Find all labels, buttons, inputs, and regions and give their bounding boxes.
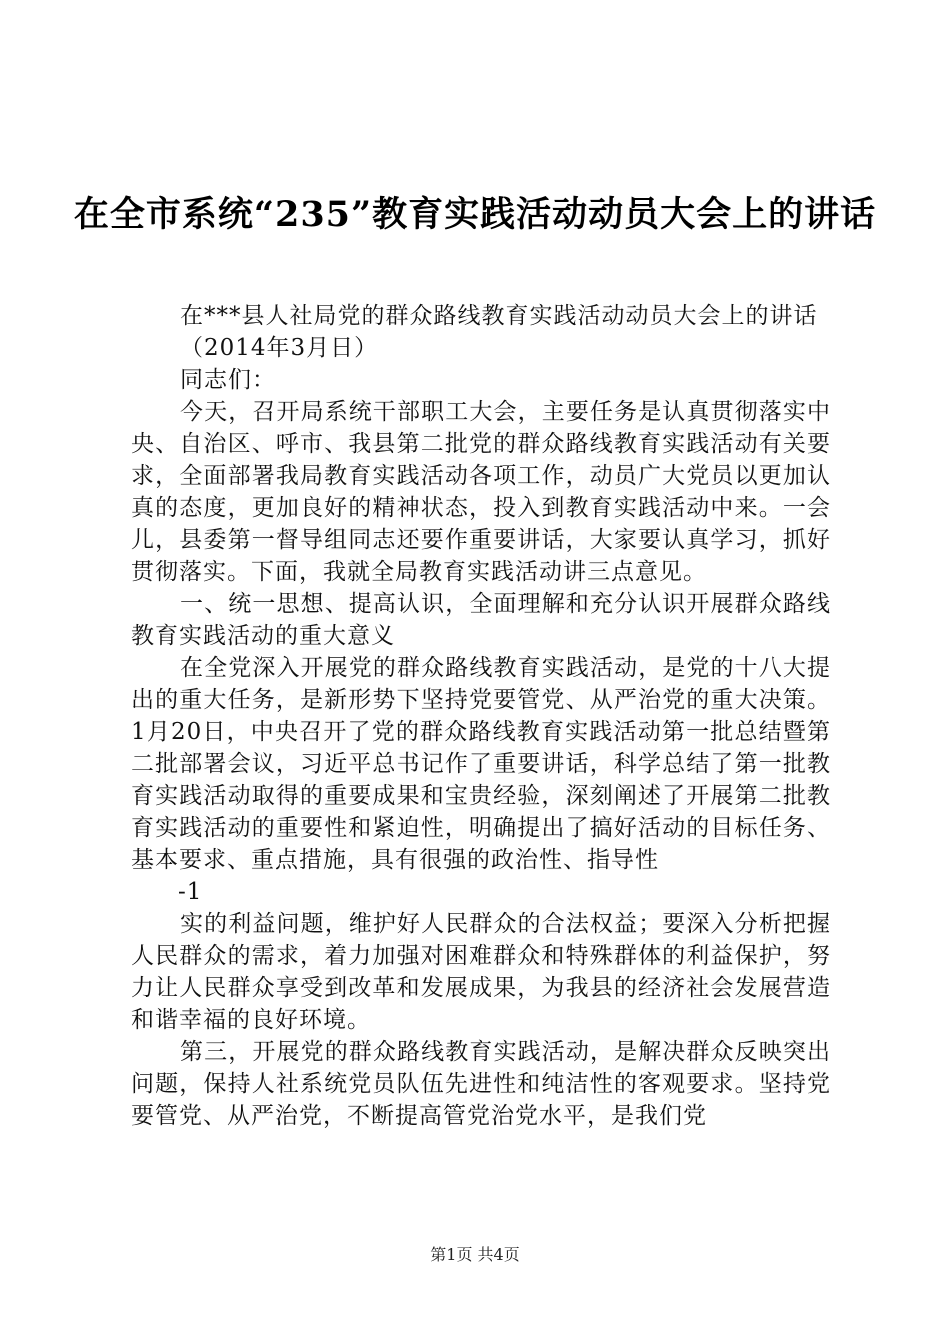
body-paragraph: 第三，开展党的群众路线教育实践活动，是解决群众反映突出问题，保持人社系统党员队伍先进性和纯洁性的客观要求。坚持党要管党、从严治党，不断提高管党治党水平，是我们党 — [131, 1039, 831, 1129]
subtitle-paragraph: 在***县人社局党的群众路线教育实践活动动员大会上的讲话 — [180, 303, 818, 329]
document-title: 在全市系统“235”教育实践活动动员大会上的讲话 — [73, 194, 877, 235]
inline-page-number: -1 — [178, 879, 203, 905]
section-heading: 一、统一思想、提高认识，全面理解和充分认识开展群众路线教育实践活动的重大意义 — [131, 591, 831, 649]
salutation: 同志们： — [180, 367, 276, 393]
body-paragraph: 实的利益问题，维护好人民群众的合法权益；要深入分析把握人民群众的需求，着力加强对困难群众和特殊群体的利益保护，努力让人民群众享受到改革和发展成果，为我县的经济社会发展营造和谐幸福的良好环境。 — [131, 911, 831, 1033]
body-paragraph: 在全党深入开展党的群众路线教育实践活动，是党的十八大提出的重大任务，是新形势下坚持党要管党、从严治党的重大决策。1月20日，中央召开了党的群众路线教育实践活动第一批总结暨第二批部署会议，习近平总书记作了重要讲话，科学总结了第一批教育实践活动取得的重要成果和宝贵经验，深刻阐述了开展第二批教育实践活动的重要性和紧迫性，明确提出了搞好活动的目标任务、基本要求、重点措施，具有很强的政治性、指导性 — [131, 655, 831, 873]
page-footer: 第1页 共4页 — [430, 1245, 520, 1264]
body-paragraph: 今天，召开局系统干部职工大会，主要任务是认真贯彻落实中央、自治区、呼市、我县第二批党的群众路线教育实践活动有关要求，全面部署我局教育实践活动各项工作，动员广大党员以更加认真的态度，更加良好的精神状态，投入到教育实践活动中来。一会儿，县委第一督导组同志还要作重要讲话，大家要认真学习，抓好贯彻落实。下面，我就全局教育实践活动讲三点意见。 — [131, 399, 831, 585]
document-body — [131, 300, 831, 1132]
date-line: （2014年3月日） — [180, 335, 379, 361]
